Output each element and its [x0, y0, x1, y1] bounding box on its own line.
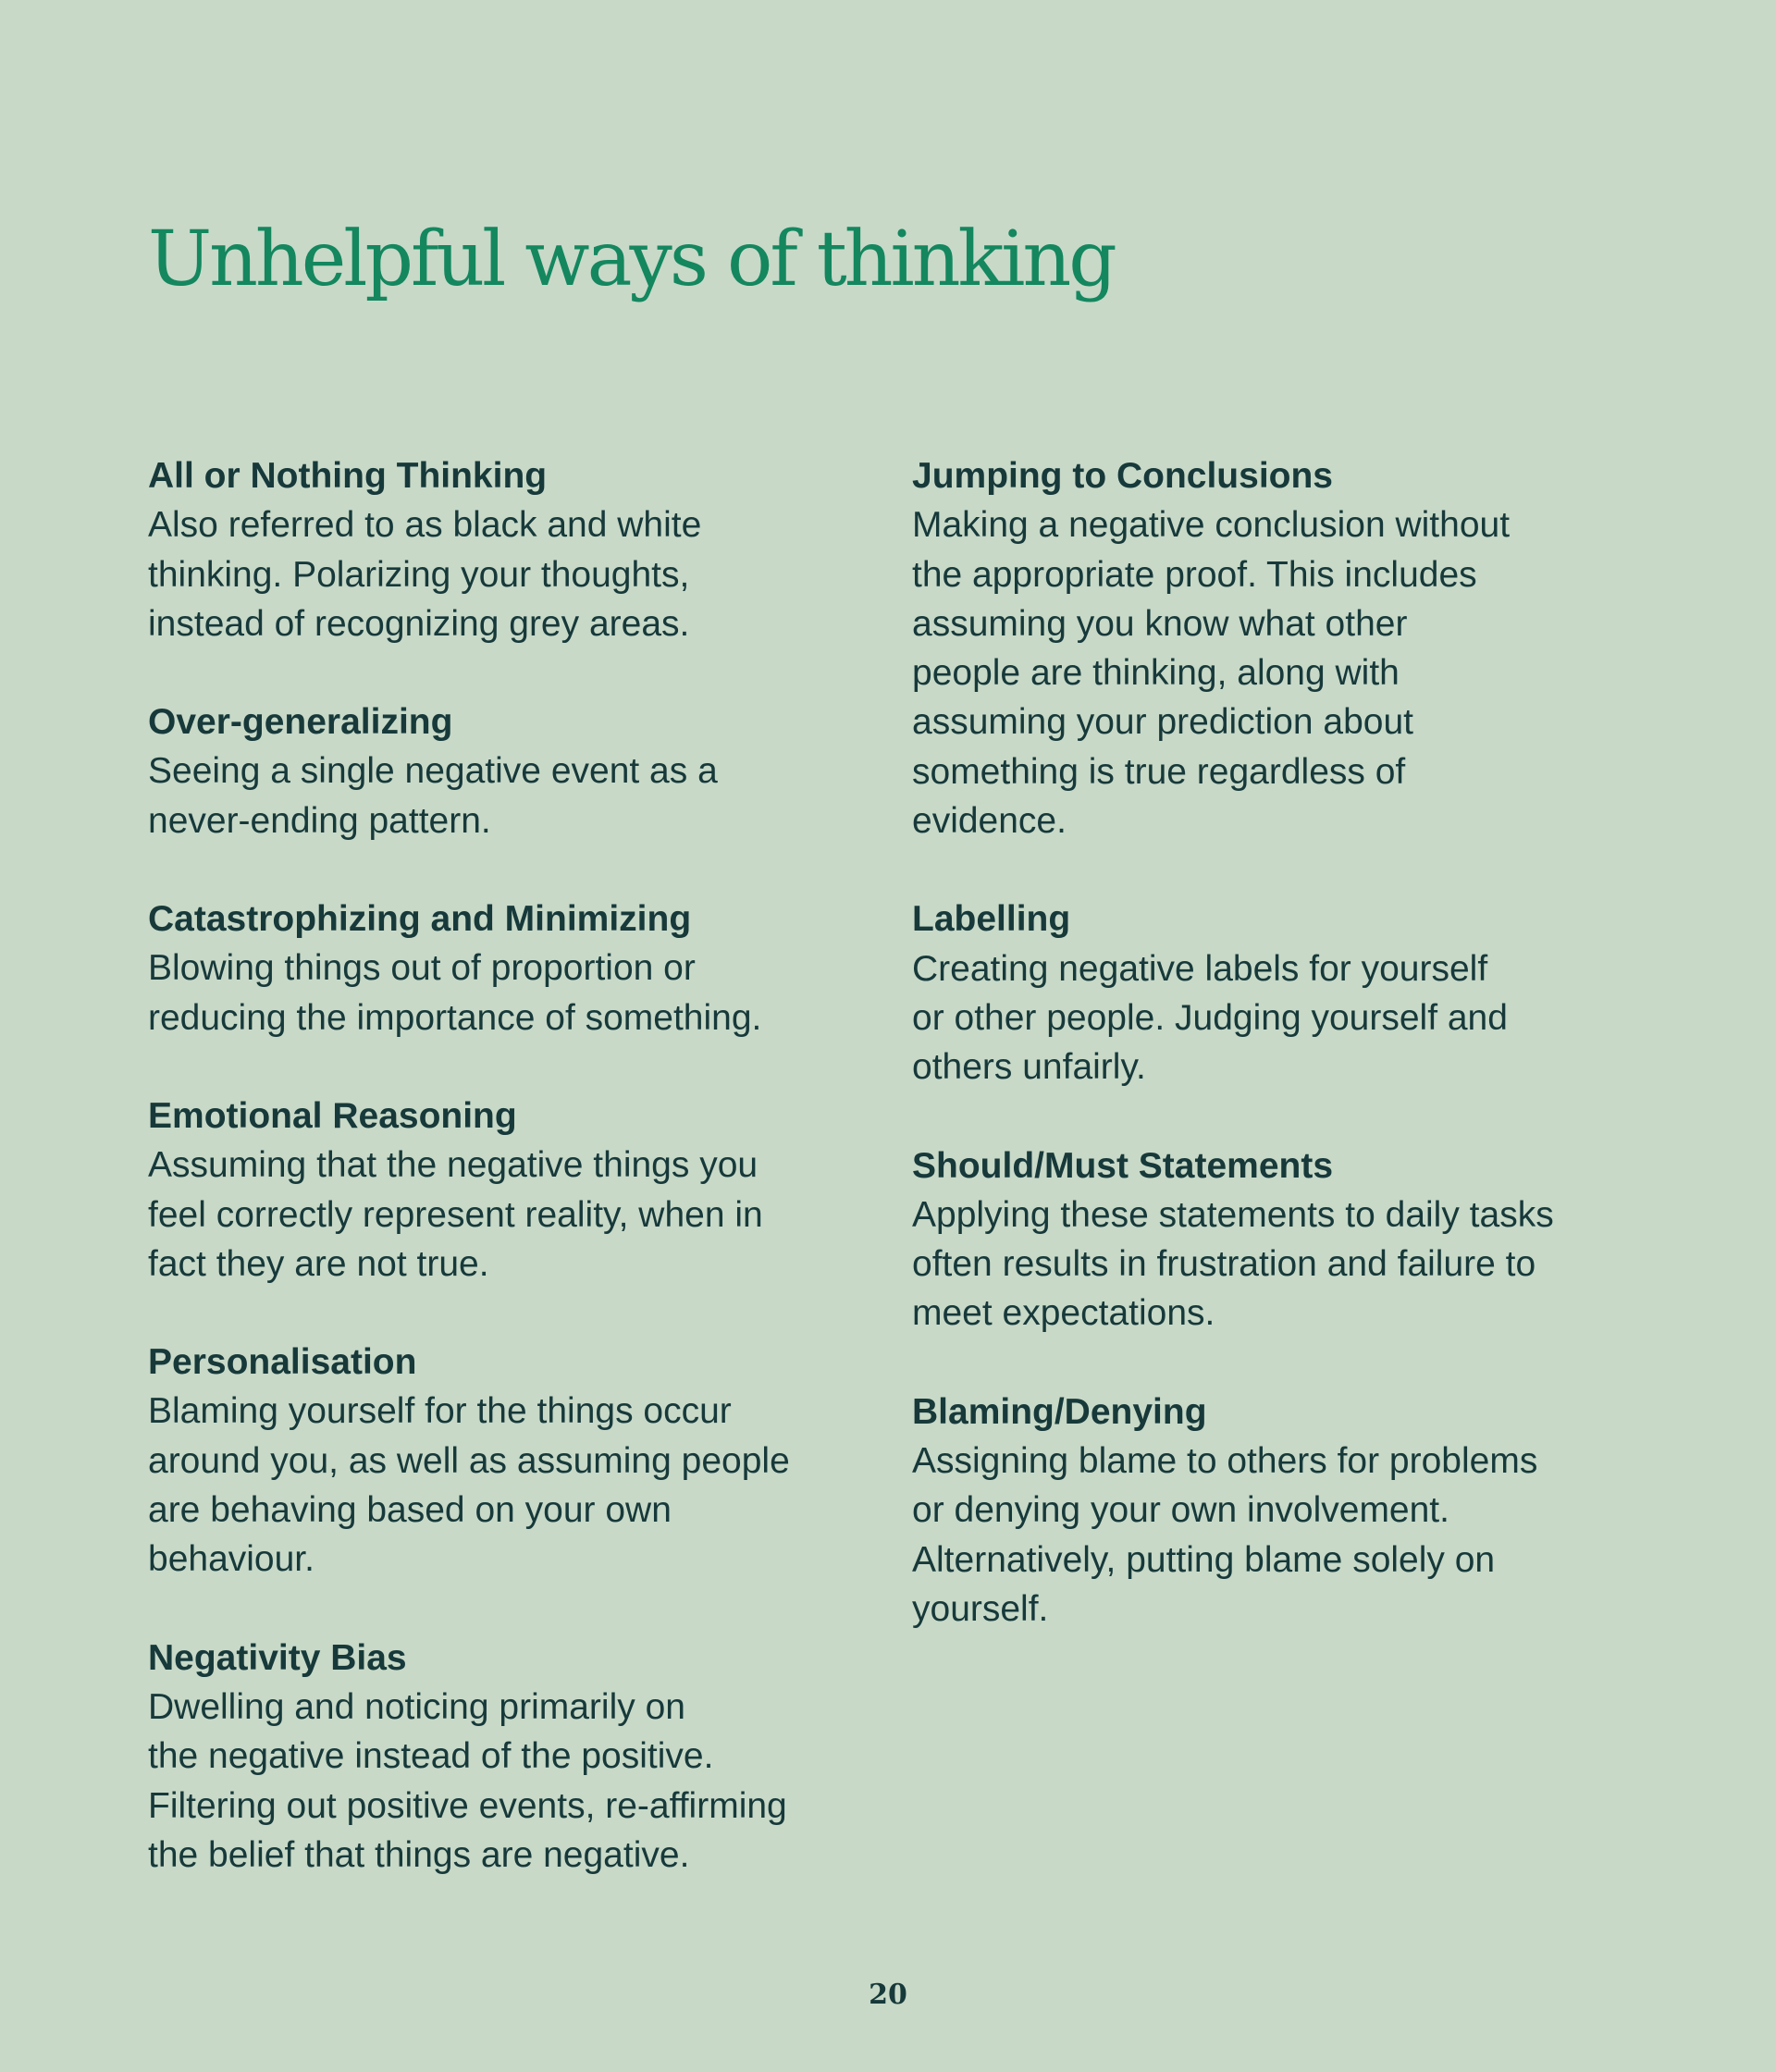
page-title: Unhelpful ways of thinking: [148, 216, 1115, 303]
entry-heading: Over-generalizing: [148, 702, 453, 743]
entry-heading: Personalisation: [148, 1342, 417, 1383]
entry-blaming-denying: [912, 1388, 1652, 1634]
entry-description: Also referred to as black and white thinking. Polarizing your thoughts, instead of recognizing grey areas.: [148, 505, 702, 644]
right-column: [912, 451, 1652, 1683]
entry-negativity-bias: [148, 1634, 888, 1880]
page-number: 20: [869, 1979, 907, 2011]
entry-description: Dwelling and noticing primarily on the negative instead of the positive. Filtering out positive events, re-affirming the belief that things are negative.: [148, 1686, 787, 1875]
entry-jumping-to-conclusions: [912, 451, 1652, 845]
entry-heading: Labelling: [912, 899, 1071, 940]
entry-all-or-nothing-thinking: [148, 451, 888, 648]
entry-description: Blowing things out of proportion or reducing the importance of something.: [148, 948, 762, 1038]
entry-description: Creating negative labels for yourself or other people. Judging yourself and others unfairly.: [912, 948, 1508, 1088]
entry-description: Making a negative conclusion without the appropriate proof. This includes assuming you know what other people are thinking, along with assuming your prediction about something is true regardless of evidence.: [912, 505, 1511, 842]
entry-should-must-statements: [912, 1141, 1652, 1338]
entry-emotional-reasoning: [148, 1092, 888, 1289]
entry-description: Assigning blame to others for problems or denying your own involvement. Alternatively, putting blame solely on yourself.: [912, 1441, 1538, 1629]
entry-heading: Blaming/Denying: [912, 1391, 1207, 1432]
entry-over-generalizing: [148, 697, 888, 845]
entry-labelling: [912, 894, 1652, 1092]
entry-heading: Emotional Reasoning: [148, 1095, 517, 1136]
entry-heading: Should/Must Statements: [912, 1145, 1334, 1186]
left-column: [148, 451, 888, 1929]
entry-personalisation: [148, 1338, 888, 1584]
entry-heading: Catastrophizing and Minimizing: [148, 899, 692, 940]
entry-description: Seeing a single negative event as a never-ending pattern.: [148, 751, 718, 841]
entry-description: Applying these statements to daily tasks often results in frustration and failure to meet expectations.: [912, 1194, 1554, 1334]
entry-heading: Jumping to Conclusions: [912, 456, 1333, 496]
entry-heading: All or Nothing Thinking: [148, 456, 548, 496]
entry-heading: Negativity Bias: [148, 1637, 407, 1678]
entry-catastrophizing-and-minimizing: [148, 894, 888, 1042]
entry-description: Assuming that the negative things you feel correctly represent reality, when in fact they are not true.: [148, 1145, 763, 1284]
entry-description: Blaming yourself for the things occur around you, as well as assuming people are behaving based on your own behaviour.: [148, 1391, 790, 1580]
